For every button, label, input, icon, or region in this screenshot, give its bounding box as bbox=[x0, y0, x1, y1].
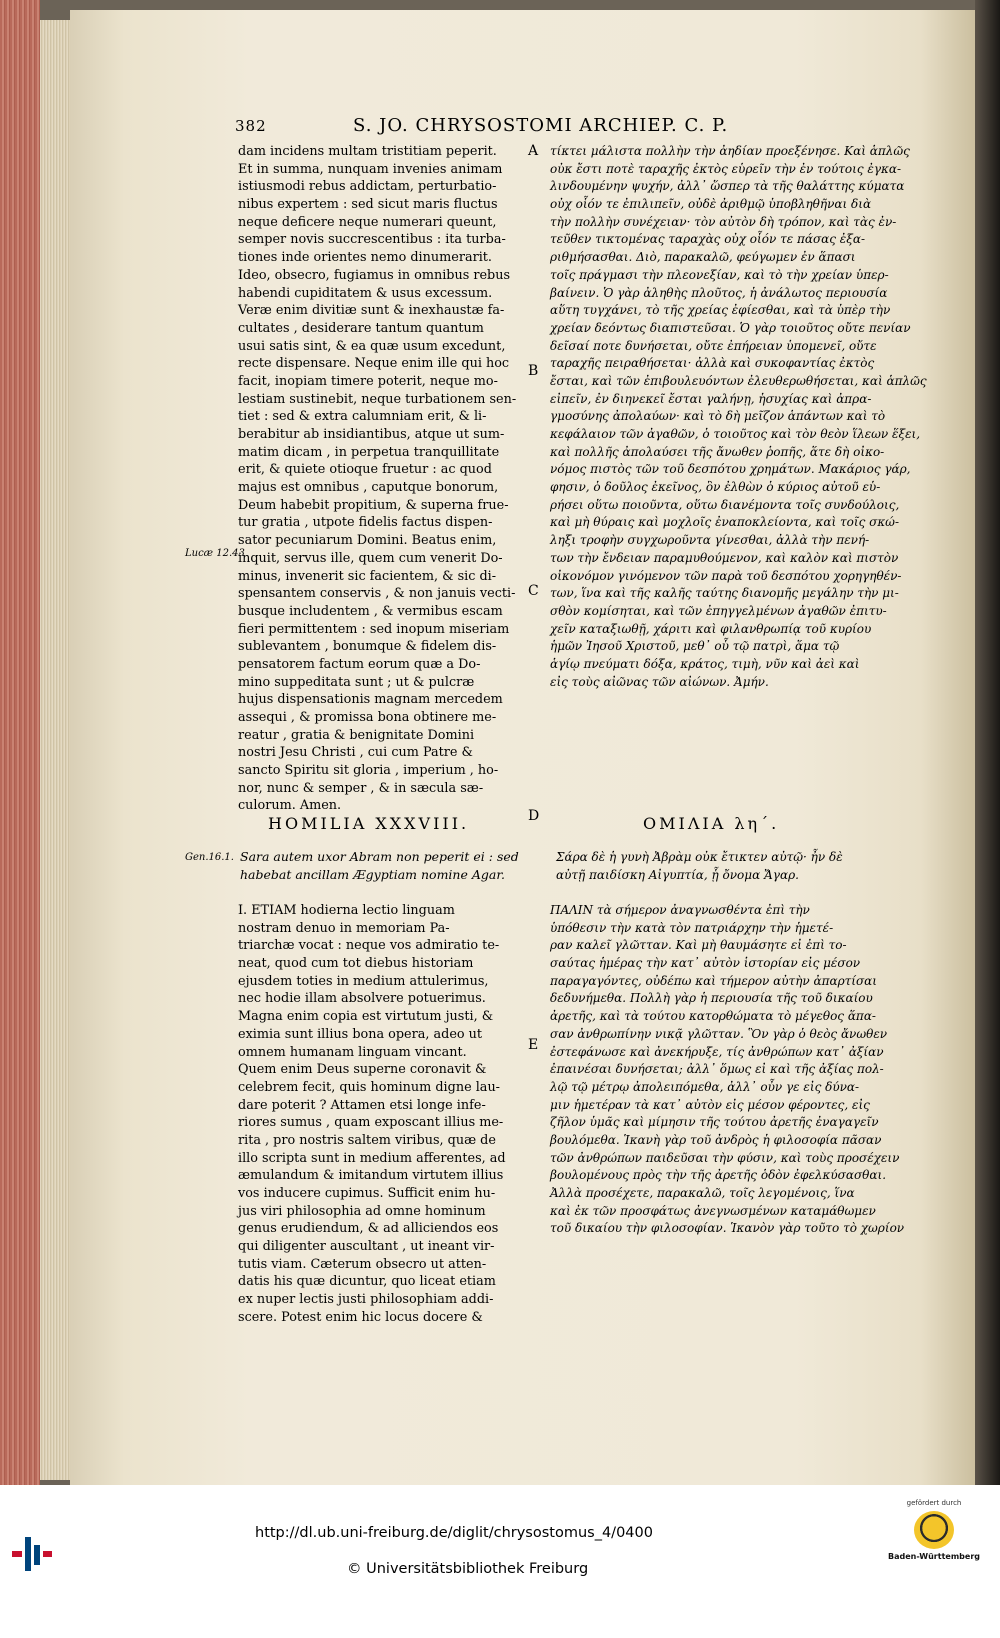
text-line: τοῦ δικαίου τὴν φιλοσοφίαν. Ἱκανὸν γὰρ τοῦτο τὸ χωρίον bbox=[550, 1221, 905, 1236]
text-line: καὶ μὴ θύραις καὶ μοχλοῖς ἐναποκλείοντα, καὶ τοῖς σκώ- bbox=[550, 515, 900, 530]
text-line: ραν καλεῖ γλῶτταν. Καὶ μὴ θαυμάσητε εἰ ἐπὶ το- bbox=[550, 938, 847, 953]
text-line: spensantem conservis , & non januis vecti- bbox=[238, 586, 516, 602]
text-line: καὶ πολλῆς ἀπολαύσει τῆς ἄνωθεν ῥοπῆς, ἅτε δὴ οἰκο- bbox=[550, 444, 885, 459]
margin-letter-d: D bbox=[528, 808, 540, 824]
text-line: σθὸν κομίσηται, καὶ τῶν ἐπηγγελμένων ἀγαθῶν ἐπιτυ- bbox=[550, 603, 887, 618]
text-line: rita , pro nostris saltem viribus, quæ de bbox=[238, 1132, 496, 1148]
text-line: δεδυνήμεθα. Πολλὴ γὰρ ἡ περιουσία τῆς τοῦ δικαίου bbox=[550, 991, 873, 1006]
ub-freiburg-logo-icon bbox=[12, 1507, 52, 1577]
text-line: tur gratia , utpote fidelis factus dispen- bbox=[238, 515, 493, 531]
text-line: οὐκ ἔστι ποτὲ ταραχῆς ἐκτὸς εὑρεῖν τὴν ἐν τούτοις ἐγκα- bbox=[550, 161, 902, 176]
text-line: vos inducere cupimus. Sufficit enim hu- bbox=[238, 1186, 496, 1201]
text-line: nostri Jesu Christi , cui cum Patre & bbox=[238, 745, 473, 761]
text-line: erit, & quiete otioque fruetur : ac quod bbox=[238, 462, 492, 478]
text-line: illo scripta sunt in medium afferentes, ad bbox=[238, 1150, 506, 1166]
text-line: ἀρετῆς, καὶ τὰ τούτου κατορθώματα τὸ μέγεθος ἅπα- bbox=[550, 1009, 876, 1024]
book-gutter bbox=[975, 0, 1000, 1485]
text-line: ληξι τροφὴν συγχωροῦντα γίνεσθαι, ἀλλὰ τὴν πενή- bbox=[550, 533, 870, 548]
text-line: βαίνειν. Ὁ γὰρ ἀληθὴς πλοῦτος, ἡ ἀνάλωτος περιουσία bbox=[550, 285, 888, 300]
text-line: τοῖς πράγμασι τὴν πλεονεξίαν, καὶ τὸ τὴν χρείαν ὑπερ- bbox=[550, 267, 889, 282]
text-line: tiet : sed & extra calumniam erit, & li- bbox=[238, 409, 487, 425]
text-line: I. ETIAM hodierna lectio linguam bbox=[238, 903, 455, 918]
text-line: των, ἵνα καὶ τῆς καλῆς ταύτης διανομῆς μεγάλην τὴν μι- bbox=[550, 586, 899, 601]
margin-letter-e: E bbox=[528, 1037, 539, 1053]
text-line: ζῆλον ὑμᾶς καὶ μίμησιν τῆς τούτου ἀρετῆς ἐναγαγεῖν bbox=[550, 1115, 879, 1130]
text-line: tutis viam. Cæterum obsecro ut atten- bbox=[238, 1256, 487, 1272]
text-line: berabitur ab insidiantibus, atque ut sum- bbox=[238, 427, 505, 442]
text-line: jus viri philosophia ad omne hominum bbox=[238, 1203, 486, 1219]
greek-column-bottom bbox=[550, 902, 905, 1238]
text-line: Veræ enim divitiæ sunt & inexhaustæ fa- bbox=[238, 303, 505, 319]
logo-bar bbox=[25, 1537, 31, 1571]
text-line: Ἀλλὰ προσέχετε, παρακαλῶ, τοῖς λεγομένοις, ἵνα bbox=[550, 1186, 855, 1200]
text-line: οἰκονόμον γινόμενον τῶν παρὰ τοῦ δεσπότου χορηγηθέν- bbox=[550, 568, 902, 583]
text-line: neat, quod cum tot diebus historiam bbox=[238, 956, 474, 972]
text-line: hujus dispensationis magnam mercedem bbox=[238, 692, 503, 708]
text-line: habendi cupiditatem & usus excessum. bbox=[238, 285, 493, 301]
text-line: ριθμήσασθαι. Διὸ, παρακαλῶ, φεύγωμεν ἐν ἅπασι bbox=[550, 250, 856, 265]
margin-letter-c: C bbox=[528, 583, 539, 599]
copyright-notice: © Universitätsbibliothek Freiburg bbox=[347, 1561, 589, 1577]
text-line: ἐστεφάνωσε καὶ ἀνεκήρυξε, τίς ἀνθρώπων κατ᾽ ἀξίαν bbox=[550, 1044, 884, 1059]
text-line: nor, nunc & semper , & in sæcula sæ- bbox=[238, 780, 484, 796]
latin-column-top bbox=[238, 143, 523, 815]
verse-greek: Σάρα δὲ ἡ γυνὴ Ἀβρὰμ οὐκ ἔτικτεν αὐτῷ· ἦν δὲ αὐτῇ παιδίσκη Αἰγυπτία, ᾗ ὄνομα Ἄγαρ. bbox=[556, 850, 843, 882]
text-line: eximia sunt illius bona opera, adeo ut bbox=[238, 1026, 483, 1042]
text-line: εἰπεῖν, ἐν διηνεκεῖ ἔσται γαλήνῃ, ἡσυχίας καὶ ἀπρα- bbox=[550, 391, 872, 406]
homily-heading-greek: ΟΜΙΛΙΑ λη΄. bbox=[643, 814, 780, 833]
text-line: datis his quæ dicuntur, quo liceat etiam bbox=[238, 1274, 496, 1290]
funder-badge bbox=[875, 1499, 993, 1561]
margin-letter-a: A bbox=[528, 143, 539, 159]
verse-latin: Sara autem uxor Abram non peperit ei : sed habebat ancillam Ægyptiam nomine Agar. bbox=[240, 849, 519, 882]
text-line: ejusdem toties in medium attulerimus, bbox=[238, 973, 489, 989]
text-line: usui satis sint, & ea quæ usum excedunt, bbox=[238, 338, 506, 354]
logo-bar bbox=[12, 1551, 22, 1557]
text-line: inquit, servus ille, quem cum venerit Do- bbox=[238, 550, 503, 566]
text-line: assequi , & promissa bona obtinere me- bbox=[238, 710, 497, 725]
text-line: χρείαν δεόντως διαπιστεῦσαι. Ὁ γὰρ τοιοῦτος οὔτε πενίαν bbox=[550, 320, 911, 335]
funded-by-label: gefördert durch bbox=[906, 1499, 962, 1507]
text-line: οὐχ οἷόν τε ἐπιλιπεῖν, οὐδὲ ἀριθμῷ ὑποβληθῆναι διὰ bbox=[550, 197, 872, 212]
text-line: recte dispensare. Neque enim ille qui hoc bbox=[238, 356, 510, 372]
text-line: κεφάλαιον τῶν ἀγαθῶν, ὁ τοιοῦτος καὶ τὸν θεὸν ἵλεων ἕξει, bbox=[550, 427, 921, 441]
text-line: sator pecuniarum Domini. Beatus enim, bbox=[238, 533, 497, 549]
text-line: σαν ἀνθρωπίνην νικᾷ γλῶτταν. Ὃν γὰρ ὁ θεὸς ἄνωθεν bbox=[550, 1026, 888, 1041]
text-line: majus est omnibus , caputque bonorum, bbox=[238, 480, 499, 496]
text-line: istiusmodi rebus addictam, perturbatio- bbox=[238, 179, 497, 195]
text-line: nec hodie illam absolvere potuerimus. bbox=[238, 991, 486, 1007]
logo-bar bbox=[43, 1551, 52, 1557]
text-line: Deum habebit propitium, & superna frue- bbox=[238, 497, 509, 513]
text-line: μιν ἡμετέραν τὰ κατ᾽ αὐτὸν εἰς μέσον φέροντες, εἰς bbox=[550, 1097, 870, 1112]
text-line: Magna enim copia est virtutum justi, & bbox=[238, 1009, 494, 1025]
text-line: mino suppeditata sunt ; ut & pulcræ bbox=[238, 674, 475, 690]
text-line: lestiam sustinebit, neque turbationem sen- bbox=[238, 391, 517, 407]
page-permalink[interactable]: http://dl.ub.uni-freiburg.de/diglit/chrysostomus_4/0400 bbox=[255, 1525, 653, 1541]
homily-heading-latin: HOMILIA XXXVIII. bbox=[268, 814, 470, 833]
greek-column-top bbox=[550, 143, 927, 691]
text-line: Quem enim Deus superne coronavit & bbox=[238, 1062, 487, 1078]
text-line: æmulandum & imitandum virtutem illius bbox=[238, 1168, 504, 1184]
text-line: scere. Potest enim hic locus docere & bbox=[238, 1309, 483, 1325]
text-line: ex nuper lectis justi philosophiam addi- bbox=[238, 1292, 494, 1308]
text-line: facit, inopiam timere poterit, neque mo- bbox=[238, 373, 498, 389]
text-line: ΠΑΛΙΝ τὰ σήμερον ἀναγνωσθέντα ἐπὶ τὴν bbox=[550, 903, 810, 917]
text-line: ἐπαινέσαι δυνήσεται; ἀλλ᾽ ὅμως εἰ καὶ τῆς ἀξίας πολ- bbox=[550, 1062, 884, 1077]
text-line: σαύτας ἡμέρας τὴν κατ᾽ αὐτὸν ἱστορίαν εἰς μέσον bbox=[550, 956, 861, 971]
text-line: χεῖν καταξιωθῇ, χάριτι καὶ φιλανθρωπίᾳ τοῦ κυρίου bbox=[550, 621, 872, 636]
text-line: omnem humanam linguam vincant. bbox=[238, 1044, 467, 1060]
text-line: τῶν ἀνθρώπων παιδεῦσαι τὴν φύσιν, καὶ τοὺς προσέχειν bbox=[550, 1150, 900, 1165]
text-line: pensatorem factum eorum quæ a Do- bbox=[238, 656, 481, 672]
text-line: ταραχῆς πειραθήσεται· ἀλλὰ καὶ συκοφαντίας ἐκτὸς bbox=[550, 356, 875, 371]
page-edge-stack bbox=[40, 20, 72, 1480]
baden-wuerttemberg-seal-icon bbox=[914, 1511, 954, 1549]
text-line: nostram denuo in memoriam Pa- bbox=[238, 920, 450, 936]
viewer-footer bbox=[0, 1485, 1000, 1638]
text-line: fieri permittentem : sed inopum miseriam bbox=[238, 621, 510, 637]
text-line: καὶ ἐκ τῶν προσφάτως ἀνεγνωσμένων καταμάθωμεν bbox=[550, 1203, 876, 1218]
text-line: busque includentem , & vermibus escam bbox=[238, 603, 503, 619]
text-line: λινδουμένην ψυχήν, ἀλλ᾽ ὥσπερ τὰ τῆς θαλάττης κύματα bbox=[550, 179, 905, 194]
text-line: Et in summa, nunquam invenies animam bbox=[238, 161, 503, 177]
text-line: τὴν πολλὴν συνέχειαν· τὸν αὐτὸν δὴ τρόπον, καὶ τὰς ἐν- bbox=[550, 214, 897, 229]
text-line: reatur , gratia & benignitate Domini bbox=[238, 727, 475, 743]
text-line: εἰς τοὺς αἰῶνας τῶν αἰώνων. Ἀμήν. bbox=[550, 674, 769, 689]
text-line: ἡμῶν Ἰησοῦ Χριστοῦ, μεθ᾽ οὗ τῷ πατρὶ, ἅμα τῷ bbox=[550, 639, 840, 654]
text-line: dare poterit ? Attamen etsi longe infe- bbox=[238, 1097, 486, 1113]
text-line: Ideo, obsecro, fugiamus in omnibus rebus bbox=[238, 267, 511, 283]
text-line: βουλομένους πρὸς τὴν τῆς ἀρετῆς ὁδὸν ἐφελκύσασθαι. bbox=[550, 1168, 887, 1183]
text-line: ρήσει οὕτω ποιοῦντα, οὕτω διανέμοντα τοῖς συνδούλοις, bbox=[550, 497, 900, 512]
text-line: νόμος πιστὸς τῶν τοῦ δεσπότου χρημάτων. Μακάριος γάρ, bbox=[550, 462, 911, 477]
side-note-luke: Lucæ 12.43 bbox=[185, 548, 245, 559]
text-line: riores sumus , quam exposcant illius me- bbox=[238, 1115, 504, 1131]
text-line: βουλόμεθα. Ἱκανὴ γὰρ τοῦ ἀνδρὸς ἡ φιλοσοφία πᾶσαν bbox=[550, 1132, 882, 1147]
text-line: semper novis succrescentibus : ita turba- bbox=[238, 232, 506, 248]
text-line: genus erudiendum, & ad alliciendos eos bbox=[238, 1221, 499, 1237]
text-line: qui diligenter auscultant , ut ineant vir- bbox=[238, 1239, 495, 1255]
text-line: triarchæ vocat : neque vos admiratio te- bbox=[238, 938, 500, 954]
text-line: δεῖσαί ποτε δυνήσεται, οὔτε ἐπήρειαν ὑπομενεῖ, οὔτε bbox=[550, 338, 877, 353]
funder-name: Baden-Württemberg bbox=[887, 1552, 980, 1561]
page-edge-red bbox=[0, 0, 40, 1485]
text-line: cultates , desiderare tantum quantum bbox=[238, 320, 484, 336]
text-line: matim dicam , in perpetua tranquillitate bbox=[238, 444, 500, 460]
text-line: tiones inde orientes nemo dinumerarit. bbox=[238, 250, 493, 266]
side-note-genesis: Gen.16.1. bbox=[185, 852, 234, 863]
text-line: dam incidens multam tristitiam peperit. bbox=[238, 144, 497, 159]
text-line: ὑπόθεσιν τὴν κατὰ τὸν πατριάρχην τὴν ἡμετέ- bbox=[550, 920, 834, 935]
text-line: αὕτη τυγχάνει, τὸ τῆς χρείας ἐφίεσθαι, καὶ τὰ ὑπὲρ τὴν bbox=[550, 303, 891, 318]
text-line: ἁγίῳ πνεύματι δόξα, κράτος, τιμὴ, νῦν καὶ ἀεὶ καὶ bbox=[550, 656, 860, 671]
text-line: τεῦθεν τικτομένας ταραχὰς οὐχ οἷόν τε πάσας ἐξα- bbox=[550, 232, 865, 247]
text-line: ἔσται, καὶ τῶν ἐπιβουλευόντων ἐλευθερωθήσεται, καὶ ἁπλῶς bbox=[550, 373, 927, 388]
text-line: φησιν, ὁ δοῦλος ἐκεῖνος, ὃν ἐλθὼν ὁ κύριος αὐτοῦ εὑ- bbox=[550, 480, 881, 495]
text-line: culorum. Amen. bbox=[238, 798, 342, 814]
text-line: sublevantem , bonumque & fidelem dis- bbox=[238, 639, 497, 655]
text-line: των τὴν ἔνδειαν παραμυθούμενον, καὶ καλὸν καὶ πιστὸν bbox=[550, 550, 899, 565]
text-line: τίκτει μάλιστα πολλὴν τὴν ἀηδίαν προεξένησε. Καὶ ἁπλῶς bbox=[550, 144, 910, 158]
text-line: sancto Spiritu sit gloria , imperium , ho- bbox=[238, 763, 499, 779]
text-line: neque deficere neque numerari queunt, bbox=[238, 214, 497, 230]
text-line: παραγαγόντες, οὐδέπω καὶ τήμερον αὐτὴν ἀπαρτίσαι bbox=[550, 973, 877, 988]
logo-bar bbox=[34, 1545, 40, 1565]
text-line: γμοσύνης ἀπολαύων· καὶ τὸ δὴ μεῖζον ἁπάντων καὶ τὸ bbox=[550, 409, 886, 424]
text-line: λῷ τῷ μέτρῳ ἀπολειπόμεθα, ἀλλ᾽ οὖν γε εἰς δύνα- bbox=[550, 1079, 860, 1094]
text-line: minus, invenerit sic facientem, & sic di- bbox=[238, 568, 497, 584]
text-line: nibus expertem : sed sicut maris fluctus bbox=[238, 197, 498, 213]
page-number: 382 bbox=[235, 117, 267, 135]
text-line: celebrem fecit, quis hominum digne lau- bbox=[238, 1079, 501, 1095]
margin-letter-b: B bbox=[528, 363, 539, 379]
running-title: S. JO. CHRYSOSTOMI ARCHIEP. C. P. bbox=[353, 115, 729, 136]
latin-column-bottom bbox=[238, 902, 523, 1327]
